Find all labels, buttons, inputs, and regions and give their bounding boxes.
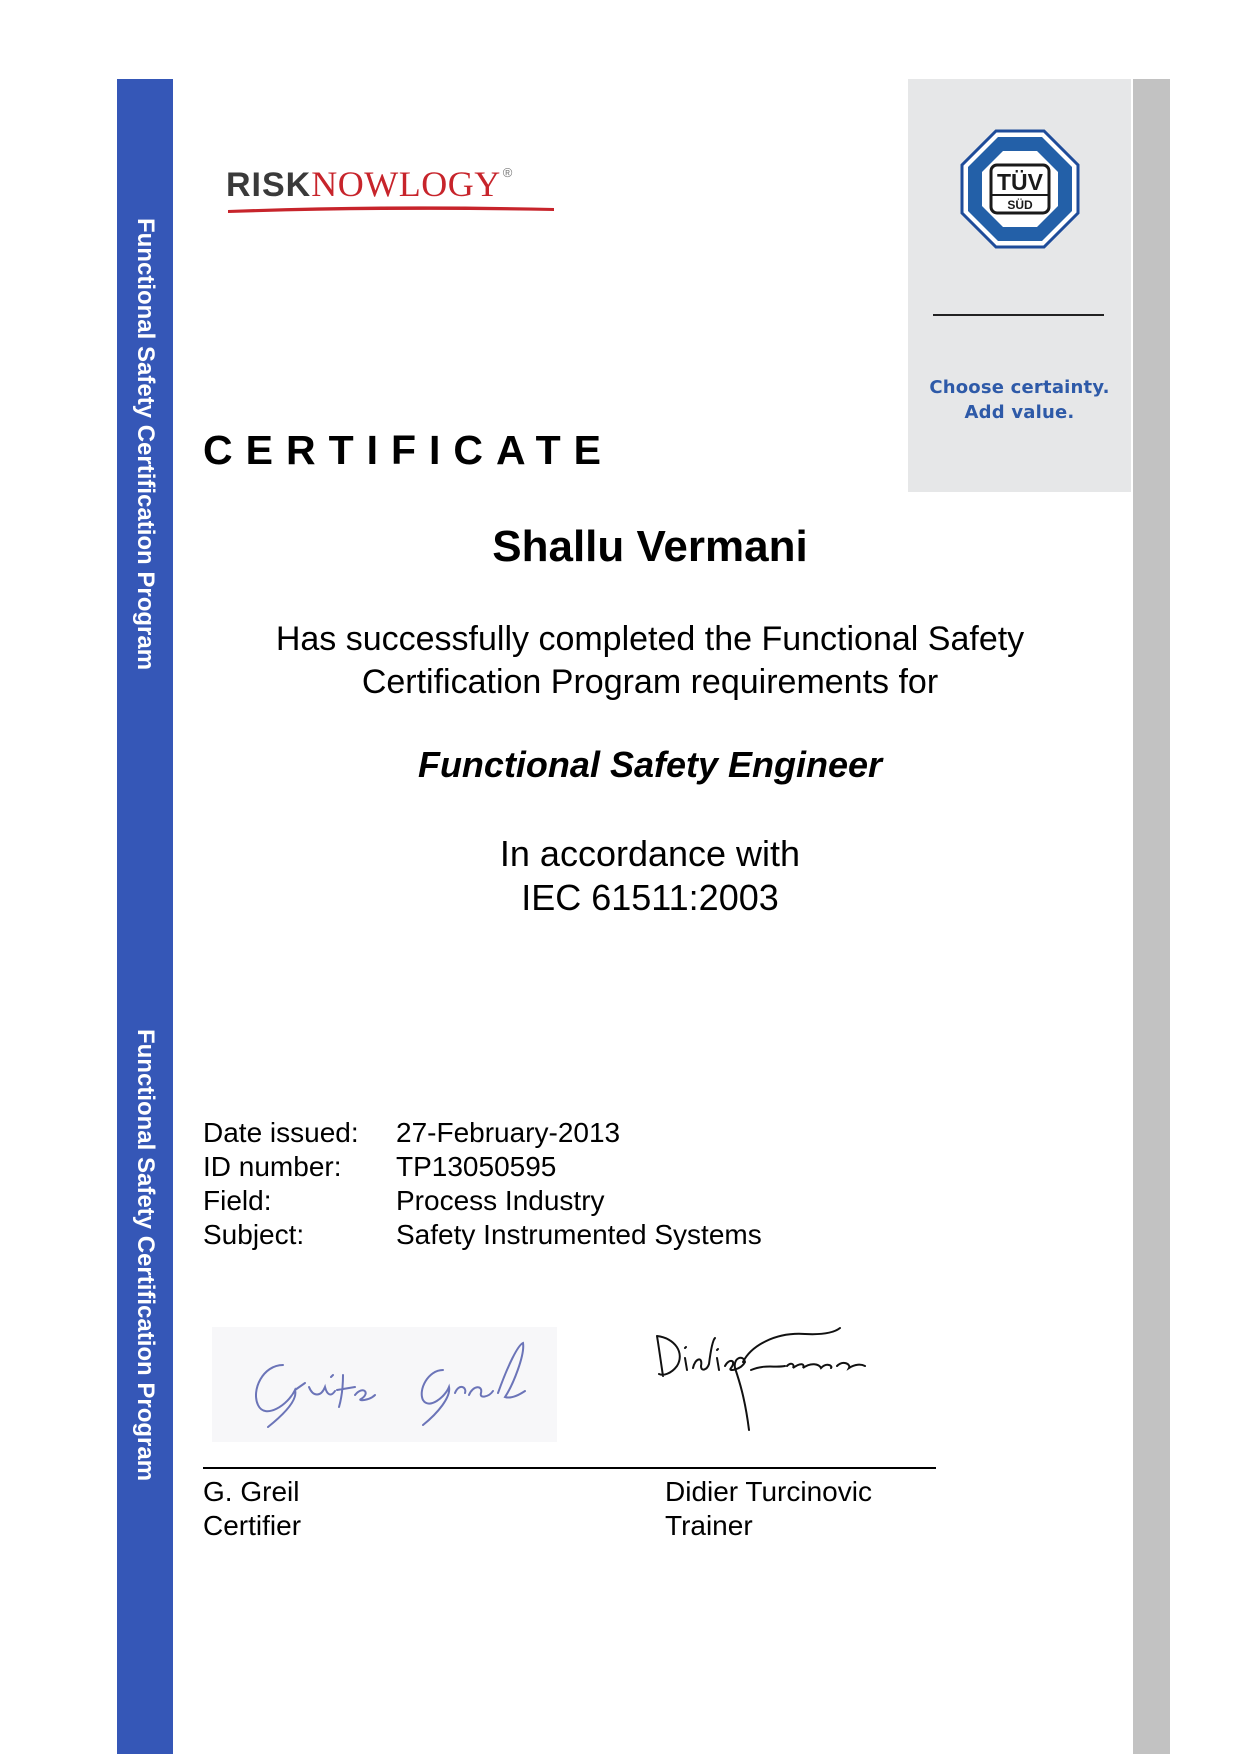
brand-underline-swoosh [226, 204, 556, 214]
brand-bold-text: RISK [226, 166, 312, 204]
detail-label: Subject: [203, 1219, 305, 1250]
detail-value: Process Industry [396, 1185, 605, 1216]
trainer-name: Didier Turcinovic [665, 1476, 872, 1507]
certificate-title: CERTIFICATE [203, 427, 615, 473]
tuv-logo-top-text: TÜV [997, 169, 1043, 195]
certifier-name: G. Greil [203, 1476, 300, 1507]
brand-light-text: NOWLOGY [311, 164, 501, 204]
certificate-details [203, 1117, 762, 1253]
certified-role: Functional Safety Engineer [417, 744, 883, 785]
trainer-signature [655, 1318, 885, 1438]
detail-label: Field: [203, 1185, 272, 1216]
tuv-sud-logo [958, 127, 1082, 251]
tuv-logo-bottom-text: SÜD [1007, 198, 1033, 212]
tuv-slogan-line2: Add value. [964, 402, 1075, 423]
recipient-name: Shallu Vermani [492, 522, 808, 571]
risknowlogy-logo [226, 166, 556, 214]
tuv-panel [908, 79, 1131, 492]
detail-row-date [203, 1117, 762, 1151]
accordance-line1: In accordance with [499, 833, 801, 874]
tuv-slogan-line1: Choose certainty. [929, 377, 1110, 398]
detail-label: ID number: [203, 1151, 342, 1182]
detail-row-field [203, 1185, 762, 1219]
detail-row-id [203, 1151, 762, 1185]
completion-line2: Certification Program requirements for [361, 663, 939, 701]
accordance-line2: IEC 61511:2003 [521, 877, 779, 918]
completion-line1: Has successfully completed the Functional Safety [275, 620, 1025, 658]
trainer-role: Trainer [665, 1510, 753, 1541]
completion-statement [180, 618, 1120, 704]
certifier-signature [243, 1335, 553, 1430]
detail-value: Safety Instrumented Systems [396, 1219, 762, 1250]
certifier-role: Certifier [203, 1510, 302, 1541]
signature-line [203, 1467, 936, 1469]
detail-label: Date issued: [203, 1117, 359, 1148]
detail-value: TP13050595 [396, 1151, 557, 1182]
detail-value: 27-February-2013 [396, 1117, 621, 1148]
trainer-block [665, 1475, 872, 1543]
certifier-block [203, 1475, 301, 1543]
registered-mark: ® [502, 165, 513, 180]
detail-row-subject [203, 1219, 762, 1253]
tuv-divider [933, 314, 1104, 316]
standard-statement [180, 832, 1120, 920]
right-band [1133, 79, 1170, 1754]
